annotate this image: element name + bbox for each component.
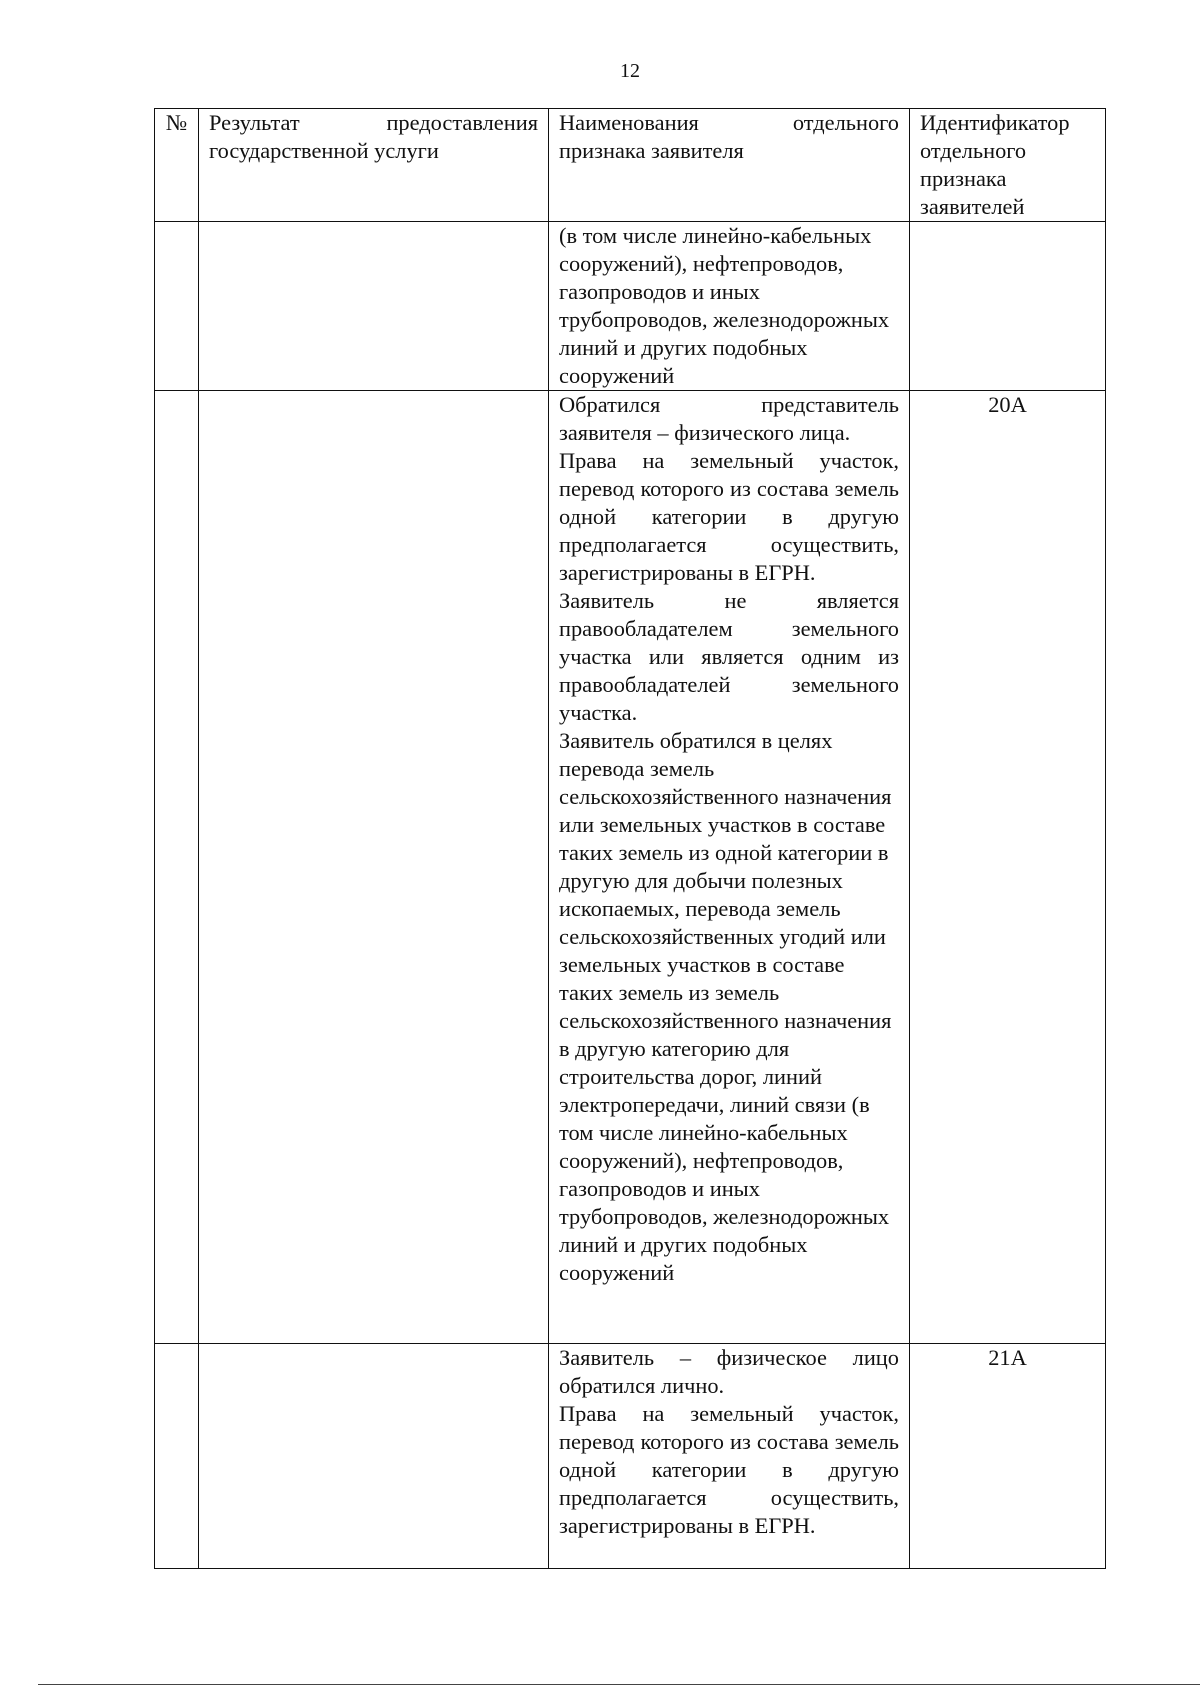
attribute-paragraph: Заявитель обратился в целях перевода земель сельскохозяйственного назначения или земельных участков в составе таких земель из одной категории в другую для добычи полезных ископаемых, перевода земель сельскохозяйственных угодий или земельных участков в составе таких земель из земель сельскохозяйственного назначения в другую категорию для строительства дорог, линий электропередачи, линий связи (в том числе линейно-кабельных сооружений), нефтепроводов, газопроводов и иных трубопроводов, железнодорожных линий и других подобных сооружений — [559, 728, 892, 1285]
table-row — [155, 391, 1106, 1344]
header-attribute-name — [549, 109, 910, 222]
header-result — [199, 109, 549, 222]
cell-identifier: 21А — [910, 1344, 1106, 1569]
header-result-line1: Результат предоставления — [209, 110, 538, 135]
table-header-row — [155, 109, 1106, 222]
cell-result — [199, 222, 549, 391]
header-number: № — [155, 109, 199, 222]
cell-attribute-name — [549, 222, 910, 391]
table-row — [155, 1344, 1106, 1569]
header-identifier: Идентификатор отдельного признака заявителей — [910, 109, 1106, 222]
attribute-paragraph: Права на земельный участок, перевод которого из состава земель одной категории в другую предполагается осуществить, зарегистрированы в ЕГРН. — [559, 448, 899, 585]
attribute-paragraph: (в том числе линейно-кабельных сооружений), нефтепроводов, газопроводов и иных трубопроводов, железнодорожных линий и других подобных сооружений — [559, 223, 890, 388]
page-edge-line — [38, 1684, 1200, 1685]
table-row — [155, 222, 1106, 391]
cell-attribute-name — [549, 391, 910, 1344]
header-name-line2: признака заявителя — [559, 138, 744, 163]
header-name-line1: Наименования отдельного — [559, 110, 899, 135]
attribute-paragraph: Заявитель – физическое лицо обратился лично. — [559, 1345, 899, 1398]
cell-identifier: 20А — [910, 391, 1106, 1344]
cell-identifier — [910, 222, 1106, 391]
cell-result — [199, 1344, 549, 1569]
attribute-paragraph: Заявитель не является правообладателем земельного участка или является одним из правообладателей земельного участка. — [559, 588, 899, 725]
page-number: 12 — [620, 60, 640, 82]
cell-attribute-name — [549, 1344, 910, 1569]
attribute-paragraph: Обратился представитель заявителя – физического лица. — [559, 392, 899, 445]
cell-result — [199, 391, 549, 1344]
cell-number — [155, 391, 199, 1344]
cell-number — [155, 222, 199, 391]
header-result-line2: государственной услуги — [209, 138, 439, 163]
cell-number — [155, 1344, 199, 1569]
attributes-table — [154, 108, 1106, 1569]
attribute-paragraph: Права на земельный участок, перевод которого из состава земель одной категории в другую предполагается осуществить, зарегистрированы в ЕГРН. — [559, 1401, 899, 1538]
